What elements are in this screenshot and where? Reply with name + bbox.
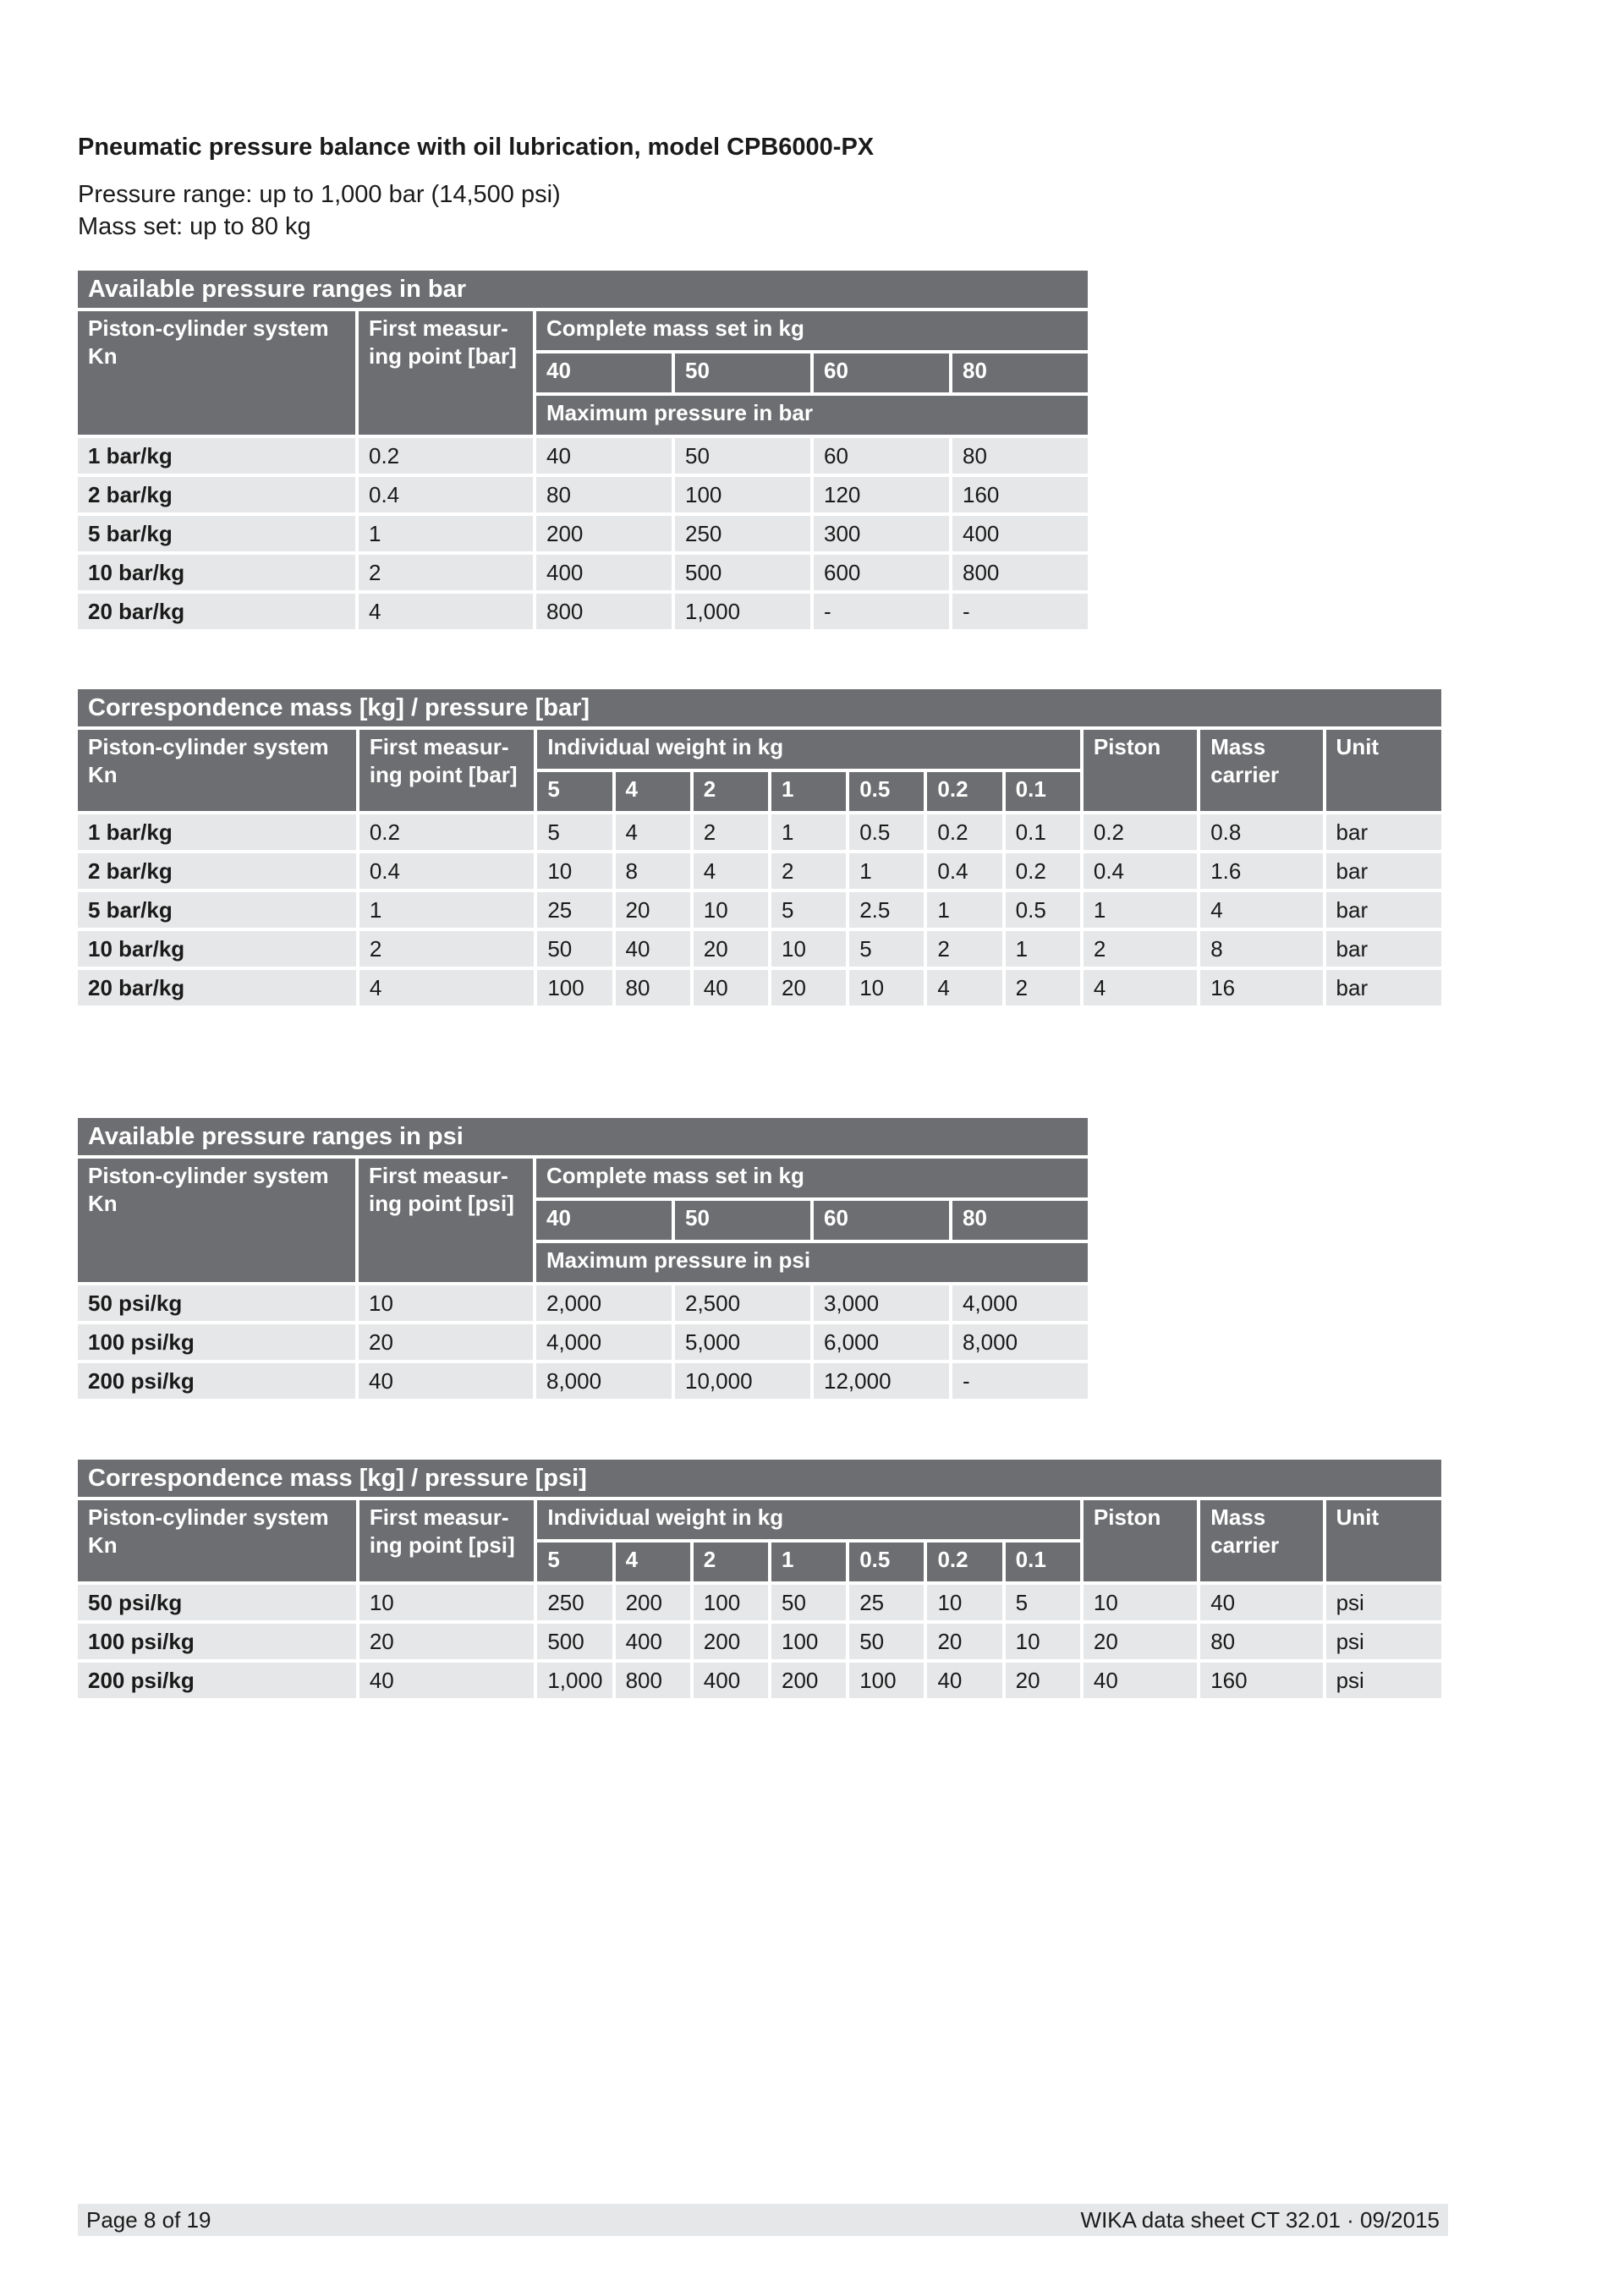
cell-value: 60 xyxy=(814,438,949,474)
cell-value: 8 xyxy=(616,853,690,889)
table-row xyxy=(78,853,1441,889)
header-mass-carrier: Mass carrier xyxy=(1200,1500,1322,1581)
cell-value: 40 xyxy=(616,931,690,967)
header-unit: Unit xyxy=(1326,1500,1441,1581)
cell-value: 100 xyxy=(771,1624,846,1659)
cell-value: 250 xyxy=(675,516,810,551)
cell-value: 1,000 xyxy=(675,594,810,629)
header-mass-50: 50 xyxy=(675,353,810,392)
cell-value: 80 xyxy=(536,477,672,512)
cell-value: 50 xyxy=(771,1585,846,1620)
cell-value: 5 xyxy=(849,931,924,967)
cell-value: 1 xyxy=(771,814,846,850)
cell-value: 80 xyxy=(616,970,690,1006)
header-individual-weight: Individual weight in kg xyxy=(537,1500,1080,1539)
cell-value: 0.1 xyxy=(1006,814,1080,850)
header-system: Piston-cylinder system Kn xyxy=(78,311,355,435)
page-number: Page 8 of 19 xyxy=(86,2207,211,2233)
table-row xyxy=(78,477,1088,512)
cell-first-point: 0.4 xyxy=(359,477,533,512)
cell-value: 40 xyxy=(694,970,768,1006)
cell-value: 80 xyxy=(952,438,1088,474)
cell-system: 1 bar/kg xyxy=(78,438,355,474)
cell-unit: psi xyxy=(1326,1663,1441,1698)
cell-value: 1 xyxy=(1006,931,1080,967)
cell-value: 160 xyxy=(952,477,1088,512)
header-mass-80: 80 xyxy=(952,353,1088,392)
table-title: Available pressure ranges in bar xyxy=(78,271,1088,308)
cell-system: 200 psi/kg xyxy=(78,1663,356,1698)
cell-value: 5 xyxy=(1006,1585,1080,1620)
cell-value: 600 xyxy=(814,555,949,590)
cell-value: 4 xyxy=(927,970,1001,1006)
page-title: Pneumatic pressure balance with oil lubrication, model CPB6000-PX xyxy=(78,134,875,161)
cell-value: 0.4 xyxy=(927,853,1001,889)
cell-value: - xyxy=(952,1363,1088,1399)
cell-value: 2 xyxy=(771,853,846,889)
cell-value: 2 xyxy=(694,814,768,850)
cell-system: 20 bar/kg xyxy=(78,970,356,1006)
cell-value: 8,000 xyxy=(536,1363,672,1399)
cell-value: 0.2 xyxy=(927,814,1001,850)
cell-mass-carrier: 80 xyxy=(1200,1624,1322,1659)
cell-value: 10 xyxy=(1006,1624,1080,1659)
cell-value: 400 xyxy=(952,516,1088,551)
header-first-point: First measur-ing point [bar] xyxy=(359,730,535,811)
cell-value: 4,000 xyxy=(536,1324,672,1360)
cell-first-point: 0.2 xyxy=(359,438,533,474)
header-weight: 0.5 xyxy=(849,772,924,811)
cell-value: 500 xyxy=(537,1624,612,1659)
cell-value: 200 xyxy=(536,516,672,551)
cell-value: 8,000 xyxy=(952,1324,1088,1360)
cell-system: 2 bar/kg xyxy=(78,477,355,512)
cell-value: 20 xyxy=(616,892,690,928)
cell-value: 100 xyxy=(694,1585,768,1620)
cell-value: 50 xyxy=(675,438,810,474)
cell-value: 100 xyxy=(537,970,612,1006)
cell-value: 0.5 xyxy=(849,814,924,850)
cell-value: 40 xyxy=(927,1663,1001,1698)
header-individual-weight: Individual weight in kg xyxy=(537,730,1080,769)
table-row xyxy=(78,516,1088,551)
cell-system: 5 bar/kg xyxy=(78,892,356,928)
cell-first-point: 20 xyxy=(359,1324,533,1360)
header-mass-40: 40 xyxy=(536,353,672,392)
table-row xyxy=(78,892,1441,928)
table-row xyxy=(78,555,1088,590)
table-row xyxy=(78,1363,1088,1399)
header-mass-60: 60 xyxy=(814,353,949,392)
header-mass-carrier: Mass carrier xyxy=(1200,730,1322,811)
cell-value: 12,000 xyxy=(814,1363,949,1399)
header-first-point: First measur-ing point [psi] xyxy=(359,1500,535,1581)
header-weight: 4 xyxy=(616,1543,690,1581)
table-row xyxy=(78,814,1441,850)
cell-piston: 10 xyxy=(1084,1585,1197,1620)
cell-value: 5 xyxy=(537,814,612,850)
pressure-range-text: Pressure range: up to 1,000 bar (14,500 psi) xyxy=(78,181,561,208)
cell-piston: 0.4 xyxy=(1084,853,1197,889)
cell-system: 100 psi/kg xyxy=(78,1624,356,1659)
header-weight: 0.1 xyxy=(1006,1543,1080,1581)
cell-unit: psi xyxy=(1326,1585,1441,1620)
cell-unit: bar xyxy=(1326,814,1441,850)
cell-value: 5,000 xyxy=(675,1324,810,1360)
header-mass-60: 60 xyxy=(814,1201,949,1240)
cell-value: 20 xyxy=(771,970,846,1006)
cell-value: 0.5 xyxy=(1006,892,1080,928)
cell-value: 2,500 xyxy=(675,1285,810,1321)
page-footer xyxy=(78,2204,1448,2236)
header-piston: Piston xyxy=(1084,1500,1197,1581)
table-row xyxy=(78,594,1088,629)
cell-value: 2 xyxy=(927,931,1001,967)
cell-value: 4 xyxy=(694,853,768,889)
cell-value: 10 xyxy=(537,853,612,889)
table-row xyxy=(78,438,1088,474)
cell-mass-carrier: 4 xyxy=(1200,892,1322,928)
cell-value: 800 xyxy=(952,555,1088,590)
cell-value: 50 xyxy=(849,1624,924,1659)
cell-system: 1 bar/kg xyxy=(78,814,356,850)
header-mass-40: 40 xyxy=(536,1201,672,1240)
cell-unit: bar xyxy=(1326,892,1441,928)
table-row xyxy=(78,1324,1088,1360)
cell-value: 0.2 xyxy=(1006,853,1080,889)
table-title: Correspondence mass [kg] / pressure [bar] xyxy=(78,689,1441,726)
cell-first-point: 1 xyxy=(359,516,533,551)
header-first-point: First measur-ing point [bar] xyxy=(359,311,533,435)
cell-value: 2 xyxy=(1006,970,1080,1006)
cell-piston: 40 xyxy=(1084,1663,1197,1698)
cell-first-point: 1 xyxy=(359,892,535,928)
cell-value: 400 xyxy=(694,1663,768,1698)
table-title: Available pressure ranges in psi xyxy=(78,1118,1088,1155)
header-weight: 0.2 xyxy=(927,1543,1001,1581)
cell-first-point: 10 xyxy=(359,1585,535,1620)
header-weight: 4 xyxy=(616,772,690,811)
table-row xyxy=(78,1585,1441,1620)
cell-first-point: 2 xyxy=(359,931,535,967)
cell-value: 200 xyxy=(694,1624,768,1659)
cell-first-point: 40 xyxy=(359,1663,535,1698)
cell-value: 120 xyxy=(814,477,949,512)
cell-value: 100 xyxy=(849,1663,924,1698)
cell-mass-carrier: 16 xyxy=(1200,970,1322,1006)
cell-value: 2,000 xyxy=(536,1285,672,1321)
cell-value: 800 xyxy=(536,594,672,629)
pressure-ranges-bar-table xyxy=(74,267,1091,633)
cell-first-point: 2 xyxy=(359,555,533,590)
cell-value: 800 xyxy=(616,1663,690,1698)
cell-first-point: 0.2 xyxy=(359,814,535,850)
header-system: Piston-cylinder system Kn xyxy=(78,730,356,811)
cell-system: 2 bar/kg xyxy=(78,853,356,889)
cell-value: 2.5 xyxy=(849,892,924,928)
cell-mass-carrier: 8 xyxy=(1200,931,1322,967)
cell-system: 100 psi/kg xyxy=(78,1324,355,1360)
cell-value: 20 xyxy=(927,1624,1001,1659)
header-mass-80: 80 xyxy=(952,1201,1088,1240)
table-row xyxy=(78,931,1441,967)
cell-value: 1,000 xyxy=(537,1663,612,1698)
cell-first-point: 40 xyxy=(359,1363,533,1399)
cell-mass-carrier: 1.6 xyxy=(1200,853,1322,889)
header-max-pressure: Maximum pressure in bar xyxy=(536,396,1088,435)
cell-value: 25 xyxy=(849,1585,924,1620)
cell-piston: 2 xyxy=(1084,931,1197,967)
cell-piston: 20 xyxy=(1084,1624,1197,1659)
cell-value: 400 xyxy=(536,555,672,590)
table-row xyxy=(78,1624,1441,1659)
correspondence-psi-table xyxy=(74,1456,1445,1701)
cell-system: 50 psi/kg xyxy=(78,1585,356,1620)
cell-mass-carrier: 40 xyxy=(1200,1585,1322,1620)
correspondence-bar-table xyxy=(74,686,1445,1009)
cell-value: 5 xyxy=(771,892,846,928)
cell-piston: 4 xyxy=(1084,970,1197,1006)
cell-value: 3,000 xyxy=(814,1285,949,1321)
cell-value: 4 xyxy=(616,814,690,850)
header-complete-mass-set: Complete mass set in kg xyxy=(536,311,1088,350)
data-sheet-reference: WIKA data sheet CT 32.01 · 09/2015 xyxy=(1080,2207,1440,2233)
table-row xyxy=(78,1285,1088,1321)
pressure-ranges-psi-table xyxy=(74,1115,1091,1402)
header-mass-50: 50 xyxy=(675,1201,810,1240)
mass-set-text: Mass set: up to 80 kg xyxy=(78,213,311,240)
header-complete-mass-set: Complete mass set in kg xyxy=(536,1159,1088,1197)
header-weight: 5 xyxy=(537,1543,612,1581)
cell-unit: bar xyxy=(1326,853,1441,889)
header-weight: 0.5 xyxy=(849,1543,924,1581)
header-weight: 1 xyxy=(771,1543,846,1581)
cell-value: 1 xyxy=(927,892,1001,928)
header-first-point: First measur-ing point [psi] xyxy=(359,1159,533,1282)
header-weight: 5 xyxy=(537,772,612,811)
header-weight: 0.1 xyxy=(1006,772,1080,811)
cell-value: 1 xyxy=(849,853,924,889)
cell-system: 50 psi/kg xyxy=(78,1285,355,1321)
cell-system: 10 bar/kg xyxy=(78,931,356,967)
cell-value: 10 xyxy=(771,931,846,967)
cell-value: - xyxy=(952,594,1088,629)
cell-value: 250 xyxy=(537,1585,612,1620)
header-weight: 0.2 xyxy=(927,772,1001,811)
cell-value: 10 xyxy=(849,970,924,1006)
cell-value: 200 xyxy=(771,1663,846,1698)
header-unit: Unit xyxy=(1326,730,1441,811)
cell-value: 6,000 xyxy=(814,1324,949,1360)
header-piston: Piston xyxy=(1084,730,1197,811)
cell-value: 10,000 xyxy=(675,1363,810,1399)
table-row xyxy=(78,1663,1441,1698)
cell-first-point: 10 xyxy=(359,1285,533,1321)
table-row xyxy=(78,970,1441,1006)
cell-value: 500 xyxy=(675,555,810,590)
cell-value: 40 xyxy=(536,438,672,474)
cell-system: 10 bar/kg xyxy=(78,555,355,590)
header-weight: 2 xyxy=(694,772,768,811)
cell-system: 200 psi/kg xyxy=(78,1363,355,1399)
cell-system: 20 bar/kg xyxy=(78,594,355,629)
cell-first-point: 4 xyxy=(359,594,533,629)
cell-piston: 1 xyxy=(1084,892,1197,928)
cell-value: 50 xyxy=(537,931,612,967)
header-max-pressure: Maximum pressure in psi xyxy=(536,1243,1088,1282)
cell-mass-carrier: 0.8 xyxy=(1200,814,1322,850)
cell-system: 5 bar/kg xyxy=(78,516,355,551)
cell-unit: bar xyxy=(1326,970,1441,1006)
cell-value: 4,000 xyxy=(952,1285,1088,1321)
cell-unit: psi xyxy=(1326,1624,1441,1659)
cell-value: 400 xyxy=(616,1624,690,1659)
cell-value: - xyxy=(814,594,949,629)
header-weight: 2 xyxy=(694,1543,768,1581)
header-weight: 1 xyxy=(771,772,846,811)
cell-mass-carrier: 160 xyxy=(1200,1663,1322,1698)
cell-unit: bar xyxy=(1326,931,1441,967)
cell-value: 300 xyxy=(814,516,949,551)
cell-value: 200 xyxy=(616,1585,690,1620)
cell-value: 20 xyxy=(694,931,768,967)
header-system: Piston-cylinder system Kn xyxy=(78,1159,355,1282)
cell-first-point: 0.4 xyxy=(359,853,535,889)
cell-value: 25 xyxy=(537,892,612,928)
header-system: Piston-cylinder system Kn xyxy=(78,1500,356,1581)
cell-value: 100 xyxy=(675,477,810,512)
cell-value: 20 xyxy=(1006,1663,1080,1698)
table-title: Correspondence mass [kg] / pressure [psi] xyxy=(78,1460,1441,1497)
cell-value: 10 xyxy=(927,1585,1001,1620)
cell-piston: 0.2 xyxy=(1084,814,1197,850)
cell-first-point: 20 xyxy=(359,1624,535,1659)
cell-value: 10 xyxy=(694,892,768,928)
cell-first-point: 4 xyxy=(359,970,535,1006)
